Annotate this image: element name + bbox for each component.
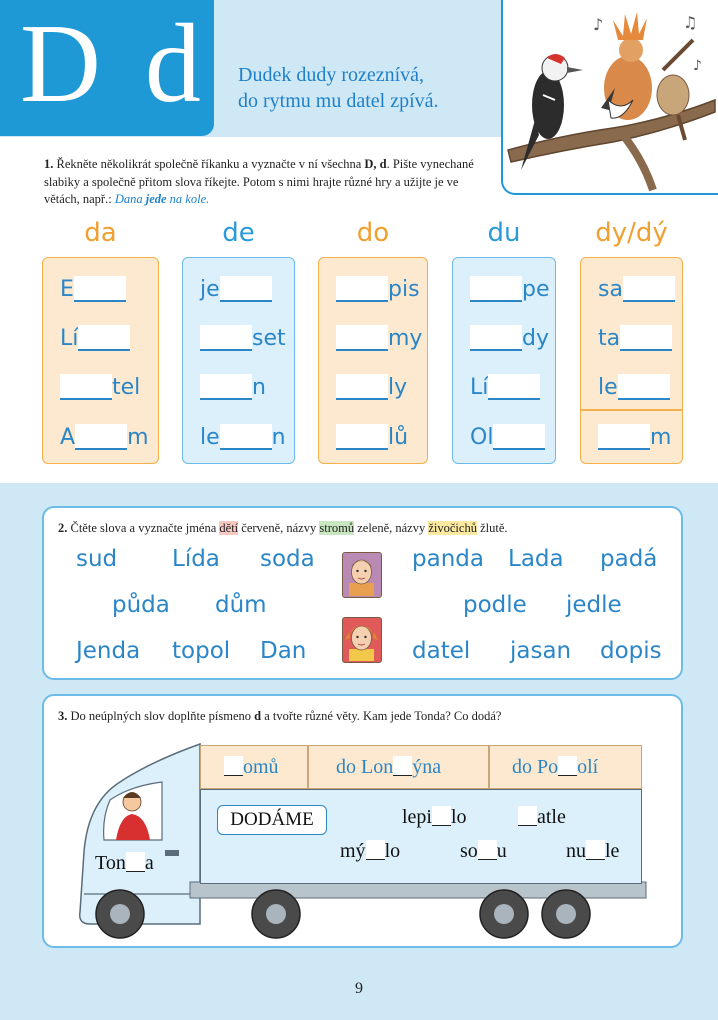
syllable-gap[interactable] [78, 325, 130, 351]
incomplete-word: Lí [470, 374, 540, 400]
incomplete-word: set [200, 325, 286, 351]
word-jenda[interactable]: Jenda [76, 638, 141, 664]
column-heading: dy/dý [595, 218, 668, 248]
illustration-frame [501, 0, 718, 195]
cargo-word-lepidlo: lepi lo [402, 806, 467, 828]
rhyme [238, 62, 439, 114]
word-lida[interactable]: Lída [172, 546, 220, 572]
word-dan[interactable]: Dan [260, 638, 307, 664]
big-letters: D d [20, 2, 209, 126]
word-dopis[interactable]: dopis [600, 638, 662, 664]
incomplete-word: le n [200, 425, 286, 450]
incomplete-word: ly [336, 374, 407, 400]
incomplete-word: tel [60, 374, 140, 400]
cargo-word-mydlo: mý lo [340, 840, 401, 862]
letter-gap[interactable] [478, 840, 497, 860]
syllable-gap[interactable] [470, 325, 522, 351]
syllable-gap[interactable] [623, 276, 675, 302]
incomplete-word: Lí [60, 325, 130, 351]
incomplete-word: ta [598, 325, 672, 351]
trailer [200, 789, 642, 884]
syllable-gap[interactable] [493, 424, 545, 450]
letter-gap[interactable] [558, 756, 577, 776]
syllable-gap[interactable] [336, 424, 388, 450]
page-number: 9 [355, 980, 363, 997]
syllable-gap[interactable] [598, 424, 650, 450]
rhyme-line-2: do rytmu mu datel zpívá. [238, 90, 439, 112]
letter-gap[interactable] [432, 806, 451, 826]
letter-gap[interactable] [224, 756, 243, 776]
exercise-number: 1. [44, 157, 54, 171]
incomplete-word: n [200, 374, 266, 400]
incomplete-word: sa [598, 276, 675, 302]
letter-gap[interactable] [518, 806, 537, 826]
syllable-gap[interactable] [200, 374, 252, 400]
driver-name-tonda: Ton a [95, 852, 154, 874]
destination-2: do Lon ýna [336, 756, 442, 778]
incomplete-word: pe [470, 276, 550, 302]
incomplete-word: m [598, 424, 671, 450]
cargo-word-datle: atle [518, 806, 566, 829]
word-dum[interactable]: dům [215, 592, 267, 618]
syllable-gap[interactable] [470, 276, 522, 302]
word-podle[interactable]: podle [463, 592, 527, 618]
incomplete-word: Ol [470, 424, 545, 450]
letter-gap[interactable] [586, 840, 605, 860]
incomplete-word: je [200, 276, 272, 302]
syllable-gap[interactable] [336, 276, 388, 302]
syllable-gap[interactable] [75, 424, 127, 450]
dodame-badge: DODÁME [217, 805, 327, 835]
syllable-gap[interactable] [336, 325, 388, 351]
word-pada[interactable]: padá [600, 546, 658, 572]
example-sentence: Dana jede na kole. [114, 192, 210, 206]
column-heading: du [487, 218, 521, 248]
incomplete-word: my [336, 325, 422, 351]
column-heading: de [222, 218, 255, 248]
syllable-gap[interactable] [220, 276, 272, 302]
incomplete-word: A m [60, 425, 149, 450]
svg-text:♪: ♪ [693, 58, 702, 74]
exercise-2-instructions: 2. Čtěte slova a vyznačte jména dětí červeně, názvy stromů zeleně, názvy živočichů žlutě. [58, 521, 508, 535]
word-datel[interactable]: datel [412, 638, 471, 664]
incomplete-word: dy [470, 325, 549, 351]
word-puda[interactable]: půda [112, 592, 170, 618]
word-soda[interactable]: soda [260, 546, 315, 572]
svg-text:♪: ♪ [593, 15, 604, 34]
rhyme-line-1: Dudek dudy rozeznívá, [238, 64, 425, 86]
syllable-gap[interactable] [336, 374, 388, 400]
syllable-gap[interactable] [60, 374, 112, 400]
syllable-gap[interactable] [74, 276, 126, 302]
destination-3: do Po olí [512, 756, 599, 778]
word-jedle[interactable]: jedle [566, 592, 622, 618]
birds-illustration [503, 0, 718, 193]
column-heading: da [84, 218, 117, 248]
word-topol[interactable]: topol [172, 638, 231, 664]
column-heading: do [356, 218, 390, 248]
svg-text:♫: ♫ [683, 13, 698, 32]
exercise-3-instructions: 3. Do neúplných slov doplňte písmeno d a tvořte různé věty. Kam jede Tonda? Co dodá? [58, 709, 502, 723]
letter-box [0, 0, 214, 136]
destination-1: omů [224, 756, 279, 779]
exercise-1-instructions: 1. Řekněte několikrát společně říkanku a vyznačte v ní všechna D, d. Pište vynechané slabiky a společně přitom slova říkejte. Potom s nimi hrajte různé hry a užijte je ve větách, např.: Dana jede na kole. [44, 157, 474, 206]
syllable-gap[interactable] [488, 374, 540, 400]
syllable-gap[interactable] [618, 374, 670, 400]
incomplete-word: le [598, 374, 670, 400]
word-sud[interactable]: sud [76, 546, 118, 572]
incomplete-word: pis [336, 276, 420, 302]
letter-gap[interactable] [366, 840, 385, 860]
letter-gap[interactable] [126, 852, 145, 872]
letter-gap[interactable] [393, 756, 412, 776]
incomplete-word: E [60, 276, 126, 302]
girl-face-icon [342, 617, 382, 663]
incomplete-word: lů [336, 424, 408, 450]
word-lada[interactable]: Lada [508, 546, 564, 572]
word-jasan[interactable]: jasan [510, 638, 572, 664]
cargo-word-nudle: nu le [566, 840, 620, 862]
divider [580, 409, 683, 411]
word-panda[interactable]: panda [412, 546, 484, 572]
cargo-word-sodu: so u [460, 840, 507, 862]
syllable-gap[interactable] [220, 424, 272, 450]
boy-face-icon [342, 552, 382, 598]
syllable-gap[interactable] [620, 325, 672, 351]
syllable-gap[interactable] [200, 325, 252, 351]
